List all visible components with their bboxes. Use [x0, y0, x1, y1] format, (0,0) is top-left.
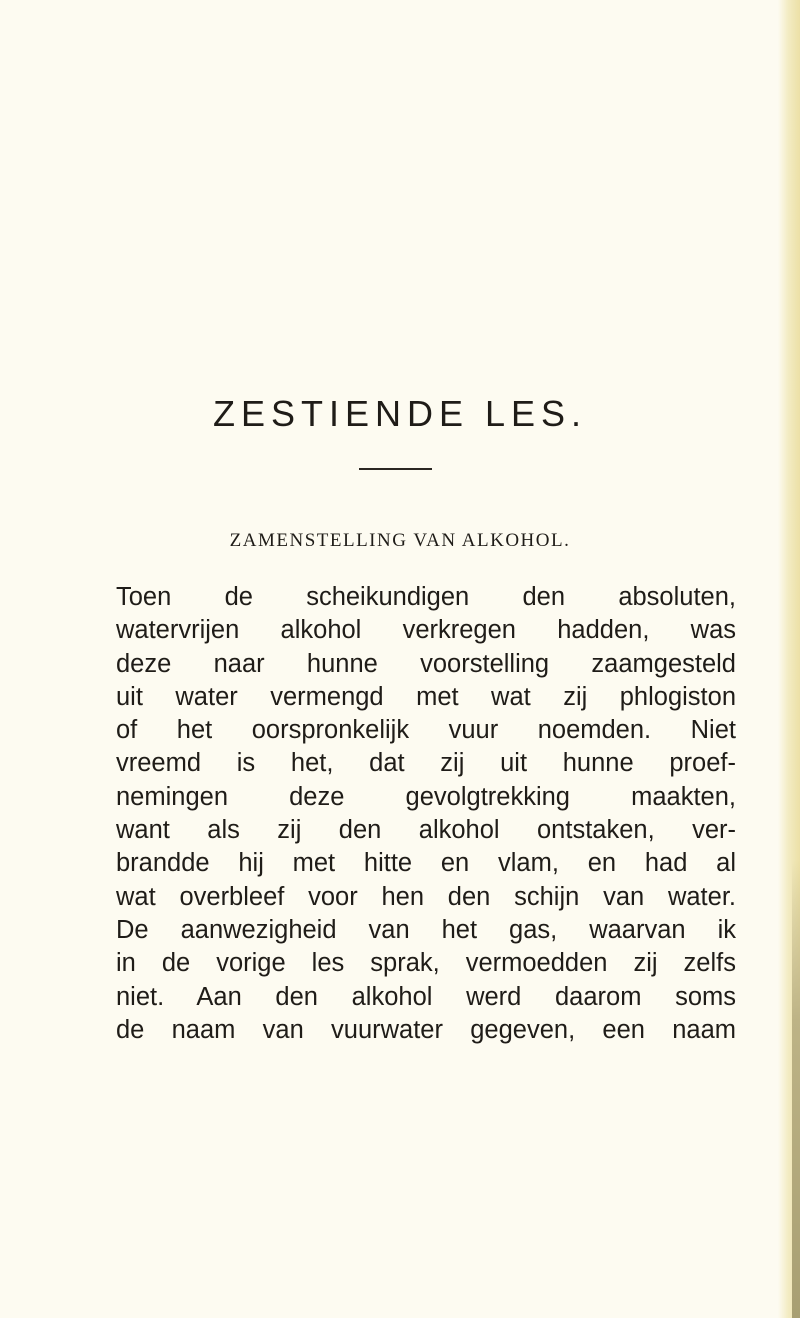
text-line: of het oorspronkelijk vuur noemden. Niet: [116, 716, 736, 745]
page-edge-shadow: [792, 860, 800, 1318]
title-divider: [359, 468, 432, 470]
text-line: niet. Aan den alkohol werd daarom soms: [116, 982, 736, 1011]
text-line: nemingen deze gevolgtrekking maakten,: [116, 782, 736, 811]
text-line: want als zij den alkohol ontstaken, ver-: [116, 816, 736, 845]
text-line: watervrijen alkohol verkregen hadden, was: [116, 616, 736, 645]
text-line: vreemd is het, dat zij uit hunne proef-: [116, 749, 736, 778]
text-line: Toen de scheikundigen den absoluten,: [116, 583, 736, 611]
chapter-title: ZESTIENDE LES.: [212, 393, 588, 434]
text-line: deze naar hunne voorstelling zaamgesteld: [116, 649, 736, 678]
text-line: wat overbleef voor hen den schijn van water.: [116, 882, 736, 911]
section-heading: ZAMENSTELLING VAN ALKOHOL.: [229, 530, 571, 551]
text-line: De aanwezigheid van het gas, waarvan ik: [116, 915, 736, 944]
text-line: brandde hij met hitte en vlam, en had al: [116, 849, 736, 878]
text-line: de naam van vuurwater gegeven, een naam: [116, 1015, 736, 1044]
text-line: in de vorige les sprak, vermoedden zij zelfs: [116, 949, 736, 978]
body-paragraph: [116, 581, 736, 1047]
text-line: uit water vermengd met wat zij phlogiston: [116, 682, 736, 711]
